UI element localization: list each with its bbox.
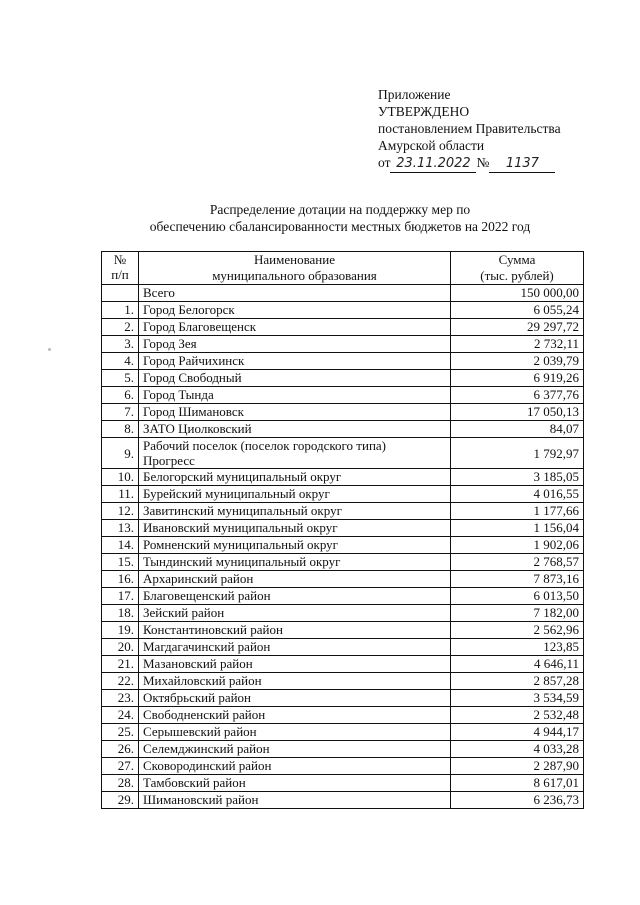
- handwritten-number: 1137: [505, 156, 539, 171]
- row-number: 6.: [102, 387, 139, 404]
- title-line-1: Распределение дотации на поддержку мер по: [209, 202, 471, 217]
- municipality-name: [139, 438, 451, 469]
- table-row: [102, 503, 584, 520]
- row-number: 16.: [102, 571, 139, 588]
- municipality-name: Свободненский район: [139, 707, 451, 724]
- row-number: 13.: [102, 520, 139, 537]
- row-number: 11.: [102, 486, 139, 503]
- header-number: [102, 252, 139, 285]
- row-amount: 6 377,76: [451, 387, 584, 404]
- table-row: [102, 302, 584, 319]
- row-amount: 7 873,16: [451, 571, 584, 588]
- municipality-name: Завитинский муниципальный округ: [139, 503, 451, 520]
- row-amount: 84,07: [451, 421, 584, 438]
- table-row: [102, 438, 584, 469]
- row-number: 5.: [102, 370, 139, 387]
- row-amount: 8 617,01: [451, 775, 584, 792]
- row-amount: 1 902,06: [451, 537, 584, 554]
- handwritten-date: 23.11.2022: [396, 156, 471, 171]
- header-number-line2: п/п: [111, 267, 129, 282]
- municipality-name: Сковородинский район: [139, 758, 451, 775]
- table-row: [102, 571, 584, 588]
- table-row: [102, 775, 584, 792]
- municipality-name: Зейский район: [139, 605, 451, 622]
- municipality-name-line2: Прогресс: [143, 453, 195, 468]
- total-row: [102, 285, 584, 302]
- row-amount: 17 050,13: [451, 404, 584, 421]
- table-row: [102, 588, 584, 605]
- municipality-name: Тамбовский район: [139, 775, 451, 792]
- row-amount: 2 768,57: [451, 554, 584, 571]
- row-amount: 2 857,28: [451, 673, 584, 690]
- municipality-name: Мазановский район: [139, 656, 451, 673]
- title-line-2: обеспечению сбалансированности местных бюджетов на 2022 год: [149, 219, 531, 234]
- row-amount: 4 033,28: [451, 741, 584, 758]
- table-row: [102, 319, 584, 336]
- municipality-name: Ивановский муниципальный округ: [139, 520, 451, 537]
- row-number: 4.: [102, 353, 139, 370]
- municipality-name: Ромненский муниципальный округ: [139, 537, 451, 554]
- row-amount: 2 562,96: [451, 622, 584, 639]
- row-number: 27.: [102, 758, 139, 775]
- row-amount: 3 534,59: [451, 690, 584, 707]
- row-amount: 6 236,73: [451, 792, 584, 809]
- table-row: [102, 537, 584, 554]
- table-row: [102, 605, 584, 622]
- approved-label: УТВЕРЖДЕНО: [378, 104, 470, 119]
- row-amount: 1 792,97: [451, 438, 584, 469]
- row-number: 3.: [102, 336, 139, 353]
- table-row: [102, 622, 584, 639]
- table-row: [102, 404, 584, 421]
- municipality-name: ЗАТО Циолковский: [139, 421, 451, 438]
- row-number: 28.: [102, 775, 139, 792]
- table-row: [102, 353, 584, 370]
- municipality-name: Октябрьский район: [139, 690, 451, 707]
- table-row: [102, 639, 584, 656]
- row-number: 21.: [102, 656, 139, 673]
- total-label: Всего: [139, 285, 451, 302]
- row-number: 20.: [102, 639, 139, 656]
- row-number: 17.: [102, 588, 139, 605]
- municipality-name: Благовещенский район: [139, 588, 451, 605]
- scan-speck: [48, 348, 51, 351]
- row-number: 8.: [102, 421, 139, 438]
- row-number: 23.: [102, 690, 139, 707]
- row-amount: 4 944,17: [451, 724, 584, 741]
- row-amount: 2 732,11: [451, 336, 584, 353]
- row-number: 10.: [102, 469, 139, 486]
- row-number: 25.: [102, 724, 139, 741]
- row-number: 29.: [102, 792, 139, 809]
- row-amount: 1 156,04: [451, 520, 584, 537]
- municipality-name: Шимановский район: [139, 792, 451, 809]
- municipality-name: Город Шимановск: [139, 404, 451, 421]
- row-amount: 2 039,79: [451, 353, 584, 370]
- row-amount: 1 177,66: [451, 503, 584, 520]
- row-amount: 123,85: [451, 639, 584, 656]
- row-number: 7.: [102, 404, 139, 421]
- table-row: [102, 520, 584, 537]
- municipality-name: Город Тында: [139, 387, 451, 404]
- municipality-name: Бурейский муниципальный округ: [139, 486, 451, 503]
- table-row: [102, 486, 584, 503]
- row-amount: 6 013,50: [451, 588, 584, 605]
- municipality-name: Город Благовещенск: [139, 319, 451, 336]
- table-row: [102, 554, 584, 571]
- number-prefix: №: [476, 155, 490, 170]
- approval-block: [378, 86, 561, 173]
- municipality-name: Михайловский район: [139, 673, 451, 690]
- date-prefix: от: [378, 155, 391, 170]
- header-sum-line2: (тыс. рублей): [480, 268, 554, 283]
- table-row: [102, 792, 584, 809]
- municipality-name: Селемджинский район: [139, 741, 451, 758]
- row-amount: 2 287,90: [451, 758, 584, 775]
- row-amount: 29 297,72: [451, 319, 584, 336]
- municipality-name: Город Белогорск: [139, 302, 451, 319]
- table-row: [102, 336, 584, 353]
- row-number: 24.: [102, 707, 139, 724]
- row-amount: 3 185,05: [451, 469, 584, 486]
- table-row: [102, 707, 584, 724]
- document-title: [100, 201, 580, 235]
- row-amount: 6 055,24: [451, 302, 584, 319]
- total-amount: 150 000,00: [451, 285, 584, 302]
- table-row: [102, 741, 584, 758]
- row-amount: 4 646,11: [451, 656, 584, 673]
- table-row: [102, 387, 584, 404]
- row-amount: 6 919,26: [451, 370, 584, 387]
- row-number: 1.: [102, 302, 139, 319]
- municipality-name: Константиновский район: [139, 622, 451, 639]
- row-amount: 4 016,55: [451, 486, 584, 503]
- municipality-name: Город Райчихинск: [139, 353, 451, 370]
- header-name: [139, 252, 451, 285]
- row-number: 12.: [102, 503, 139, 520]
- row-number: 19.: [102, 622, 139, 639]
- table-row: [102, 724, 584, 741]
- row-amount: 2 532,48: [451, 707, 584, 724]
- resolution-label: постановлением Правительства: [378, 121, 561, 136]
- municipality-name: Город Зея: [139, 336, 451, 353]
- municipality-name: Белогорский муниципальный округ: [139, 469, 451, 486]
- municipality-name: Архаринский район: [139, 571, 451, 588]
- appendix-label: Приложение: [378, 87, 451, 102]
- header-number-line1: №: [113, 252, 127, 267]
- date-number-line: [378, 154, 561, 173]
- row-number: 14.: [102, 537, 139, 554]
- row-number: 18.: [102, 605, 139, 622]
- total-number-cell: [102, 285, 139, 302]
- table-row: [102, 469, 584, 486]
- municipality-name: Тындинский муниципальный округ: [139, 554, 451, 571]
- table-row: [102, 656, 584, 673]
- municipality-name: Серышевский район: [139, 724, 451, 741]
- row-amount: 7 182,00: [451, 605, 584, 622]
- region-label: Амурской области: [378, 138, 485, 153]
- header-sum: [451, 252, 584, 285]
- row-number: 26.: [102, 741, 139, 758]
- row-number: 22.: [102, 673, 139, 690]
- header-name-line2: муниципального образования: [212, 268, 377, 283]
- row-number: 2.: [102, 319, 139, 336]
- table-row: [102, 690, 584, 707]
- municipality-name: Магдагачинский район: [139, 639, 451, 656]
- row-number: 15.: [102, 554, 139, 571]
- municipality-name-line1: Рабочий поселок (поселок городского типа): [143, 438, 387, 453]
- table-header-row: [102, 252, 584, 285]
- table-row: [102, 758, 584, 775]
- row-number: 9.: [102, 438, 139, 469]
- distribution-table: [101, 251, 584, 809]
- table-row: [102, 673, 584, 690]
- header-sum-line1: Сумма: [498, 252, 536, 267]
- header-name-line1: Наименование: [254, 252, 335, 267]
- table-row: [102, 421, 584, 438]
- municipality-name: Город Свободный: [139, 370, 451, 387]
- table-row: [102, 370, 584, 387]
